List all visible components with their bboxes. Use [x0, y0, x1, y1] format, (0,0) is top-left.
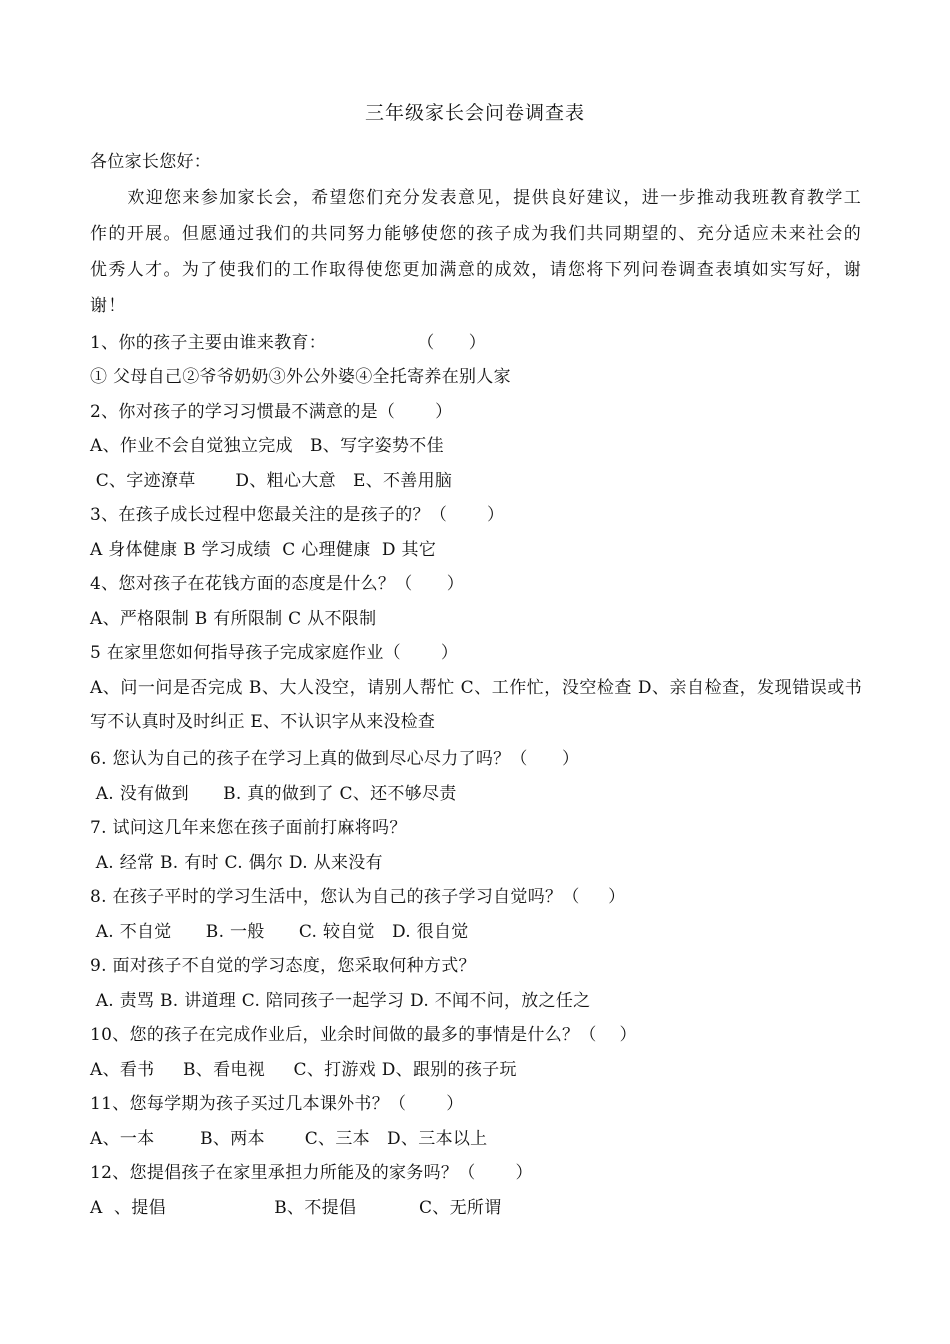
question-2-options-b: C、字迹潦草 D、粗心大意 E、不善用脑	[90, 471, 453, 491]
question-3: 3、在孩子成长过程中您最关注的是孩子的？（ ）	[90, 505, 505, 525]
question-12-options: A 、提倡 B、不提倡 C、无所谓	[90, 1198, 502, 1218]
question-6: 6. 您认为自己的孩子在学习上真的做到尽心尽力了吗？（ ）	[90, 749, 580, 769]
question-7: 7. 试问这几年来您在孩子面前打麻将吗？	[90, 818, 407, 838]
question-9: 9. 面对孩子不自觉的学习态度，您采取何种方式？	[90, 956, 476, 976]
question-6-options: A. 没有做到 B. 真的做到了 C、还不够尽责	[90, 784, 457, 804]
question-8-options: A. 不自觉 B. 一般 C. 较自觉 D. 很自觉	[90, 922, 469, 942]
question-5-options: A、问一问是否完成 B、大人没空，请别人帮忙 C、工作忙，没空检查 D、亲自检查，发现错误或书写不认真时及时纠正 E、不认识字从来没检查	[90, 678, 862, 732]
page-title: 三年级家长会问卷调查表	[364, 102, 585, 124]
question-5: 5 在家里您如何指导孩子完成家庭作业（ ）	[90, 643, 459, 663]
question-4: 4、您对孩子在花钱方面的态度是什么？（ ）	[90, 574, 465, 594]
question-8: 8. 在孩子平时的学习生活中，您认为自己的孩子学习自觉吗？（ ）	[90, 887, 626, 907]
question-2: 2、你对孩子的学习习惯最不满意的是（ ）	[90, 402, 453, 422]
question-4-options: A、严格限制 B 有所限制 C 从不限制	[90, 609, 377, 629]
greeting: 各位家长您好：	[90, 152, 212, 172]
question-11: 11、您每学期为孩子买过几本课外书？（ ）	[90, 1094, 464, 1114]
question-1: 1、你的孩子主要由谁来教育： （ ）	[90, 333, 487, 353]
intro-paragraph: 欢迎您来参加家长会，希望您们充分发表意见，提供良好建议，进一步推动我班教育教学工作的开展。但愿通过我们的共同努力能够使您的孩子成为我们共同期望的、充分适应未来社会的优秀人才。为了使我们的工作取得使您更加满意的成效，请您将下列问卷调查表填如实写好，谢谢！	[90, 188, 862, 316]
question-11-options: A、一本 B、两本 C、三本 D、三本以上	[90, 1129, 488, 1149]
question-10-options: A、看书 B、看电视 C、打游戏 D、跟别的孩子玩	[90, 1060, 517, 1080]
question-10: 10、您的孩子在完成作业后，业余时间做的最多的事情是什么？（ ）	[90, 1025, 637, 1045]
question-3-options: A 身体健康 B 学习成绩 C 心理健康 D 其它	[90, 540, 437, 560]
question-2-options-a: A、作业不会自觉独立完成 B、写字姿势不佳	[90, 436, 444, 456]
question-12: 12、您提倡孩子在家里承担力所能及的家务吗？（ ）	[90, 1163, 533, 1183]
question-1-options: ① 父母自己②爷爷奶奶③外公外婆④全托寄养在别人家	[90, 367, 511, 387]
question-9-options: A. 责骂 B. 讲道理 C. 陪同孩子一起学习 D. 不闻不问，放之任之	[90, 991, 591, 1011]
question-7-options: A. 经常 B. 有时 C. 偶尔 D. 从来没有	[90, 853, 383, 873]
